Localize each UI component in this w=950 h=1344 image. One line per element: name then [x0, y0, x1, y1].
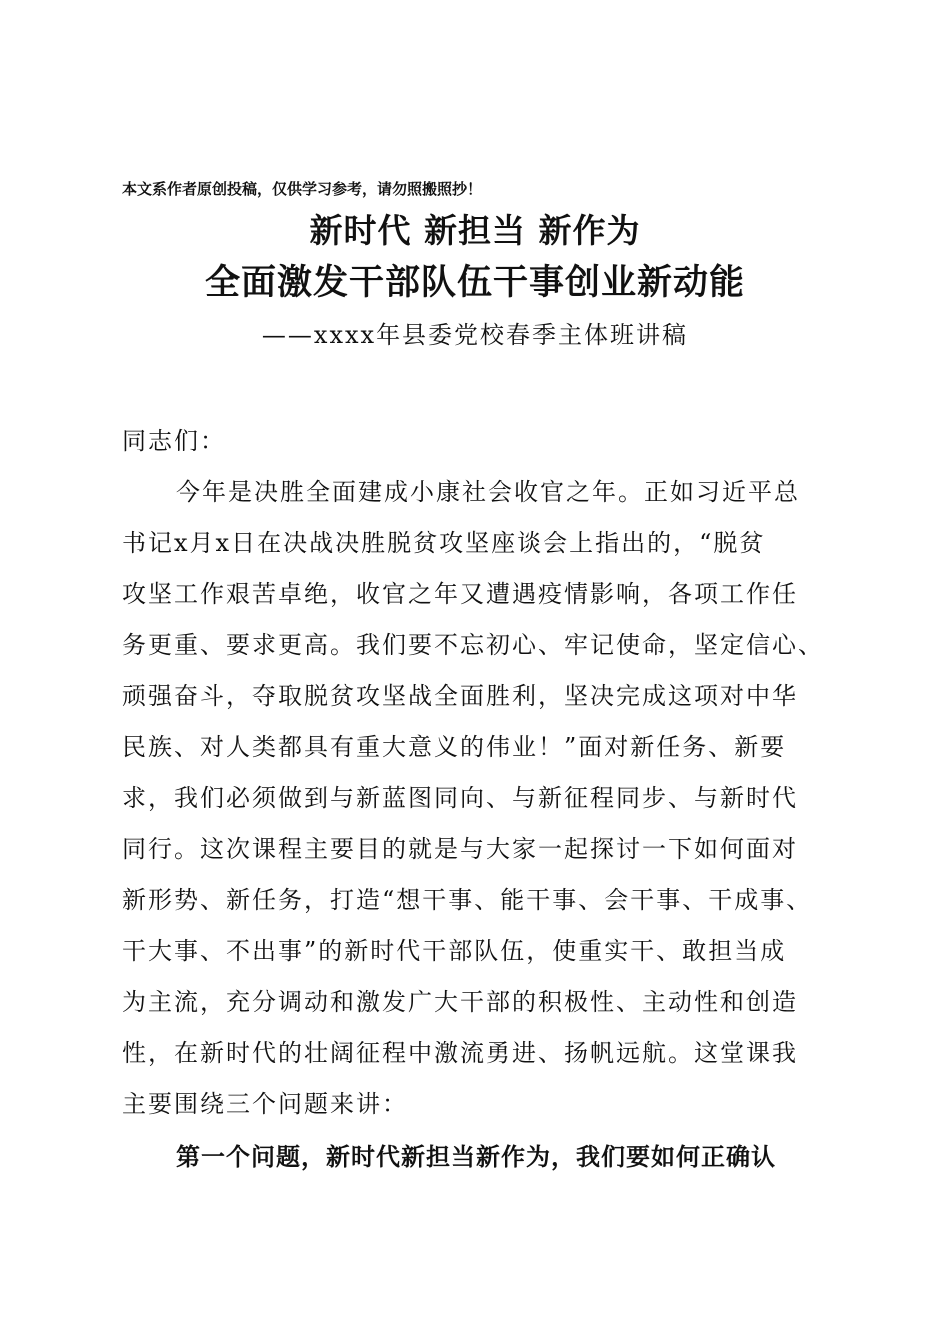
paragraph-line: 同行。这次课程主要目的就是与大家一起探讨一下如何面对 [122, 835, 798, 863]
document-body [122, 416, 832, 1183]
paragraph-line: 新形势、新任务，打造“想干事、能干事、会干事、干成事、 [122, 886, 813, 914]
paragraph-line: 求，我们必须做到与新蓝图同向、与新征程同步、与新时代 [122, 784, 798, 812]
paragraph-line: 主要围绕三个问题来讲： [122, 1090, 408, 1118]
copyright-notice: 本文系作者原创投稿，仅供学习参考，请勿照搬照抄！ [122, 180, 483, 198]
document-subtitle: ——xxxx年县委党校春季主体班讲稿 [261, 321, 689, 349]
paragraph-line: 干大事、不出事”的新时代干部队伍，使重实干、敢担当成 [122, 937, 787, 965]
paragraph-line: 今年是决胜全面建成小康社会收官之年。正如习近平总 [176, 478, 800, 506]
paragraph-line: 顽强奋斗，夺取脱贫攻坚战全面胜利，坚决完成这项对中华 [122, 682, 798, 710]
paragraph-line: 务更重、要求更高。我们要不忘初心、牢记使命，坚定信心、 [122, 631, 824, 659]
paragraph-line: 性，在新时代的壮阔征程中激流勇进、扬帆远航。这堂课我 [122, 1039, 798, 1067]
document-title-line-1: 新时代 新担当 新作为 [309, 211, 641, 250]
paragraph-line: 书记x月x日在决战决胜脱贫攻坚座谈会上指出的，“脱贫 [122, 529, 766, 557]
paragraph-line: 攻坚工作艰苦卓绝，收官之年又遭遇疫情影响，各项工作任 [122, 580, 798, 608]
salutation: 同志们： [122, 427, 226, 455]
paragraph-line: 为主流，充分调动和激发广大干部的积极性、主动性和创造 [122, 988, 798, 1016]
section-heading: 第一个问题，新时代新担当新作为，我们要如何正确认 [176, 1143, 776, 1171]
document-title-line-2: 全面激发干部队伍干事创业新动能 [204, 262, 745, 303]
paragraph-line: 民族、对人类都具有重大意义的伟业！”面对新任务、新要 [122, 733, 787, 761]
